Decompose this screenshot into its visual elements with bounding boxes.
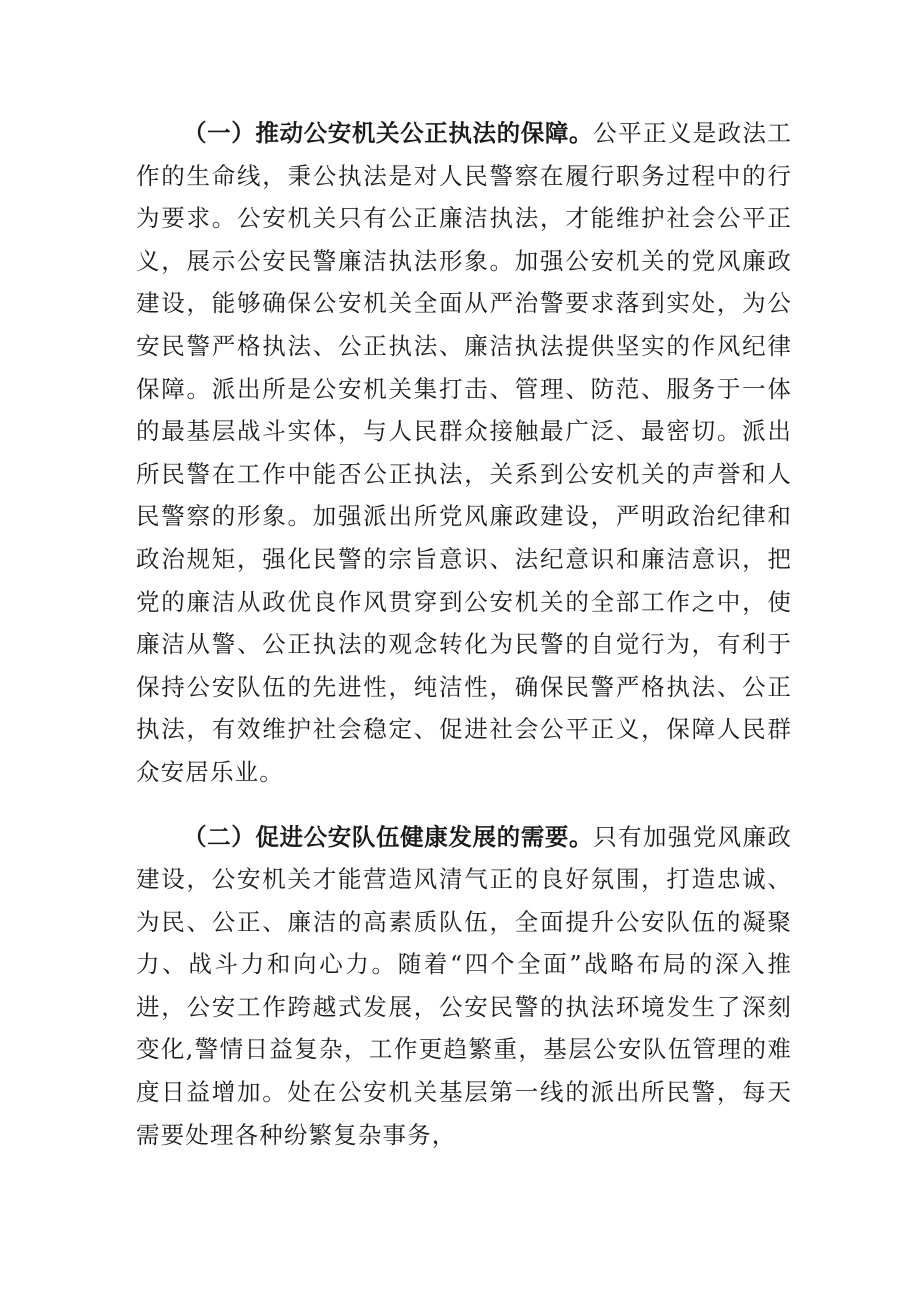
paragraph-1	[136, 112, 792, 794]
paragraph-2-heading: （二）促进公安队伍健康发展的需要。	[183, 822, 594, 851]
paragraph-1-body: 公平正义是政法工作的生命线，秉公执法是对人民警察在履行职务过程中的行为要求。公安机关只有公正廉洁执法，才能维护社会公平正义，展示公安民警廉洁执法形象。加强公安机关的党风廉政建设，能够确保公安机关全面从严治警要求落到实处，为公安民警严格执法、公正执法、廉洁执法提供坚实的作风纪律保障。派出所是公安机关集打击、管理、防范、服务于一体的最基层战斗实体，与人民群众接触最广泛、最密切。派出所民警在工作中能否公正执法，关系到公安机关的声誉和人民警察的形象。加强派出所党风廉政建设，严明政治纪律和政治规矩，强化民警的宗旨意识、法纪意识和廉洁意识，把党的廉洁从政优良作风贯穿到公安机关的全部工作之中，使廉洁从警、公正执法的观念转化为民警的自觉行为，有利于保持公安队伍的先进性，纯洁性，确保民警严格执法、公正执法，有效维护社会稳定、促进社会公平正义，保障人民群众安居乐业。	[136, 119, 792, 786]
paragraph-1-heading: （一）推动公安机关公正执法的保障。	[183, 119, 594, 147]
paragraph-2	[136, 816, 792, 1157]
paragraph-2-body: 只有加强党风廉政建设，公安机关才能营造风清气正的良好氛围，打造忠诚、为民、公正、廉洁的高素质队伍，全面提升公安队伍的凝聚力、战斗力和向心力。随着“四个全面”战略布局的深入推进，公安工作跨越式发展，公安民警的执法环境发生了深刻变化,警情日益复杂，工作更趋繁重，基层公安队伍管理的难度日益增加。处在公安机关基层第一线的派出所民警，每天需要处理各种纷繁复杂事务，	[136, 822, 792, 1149]
